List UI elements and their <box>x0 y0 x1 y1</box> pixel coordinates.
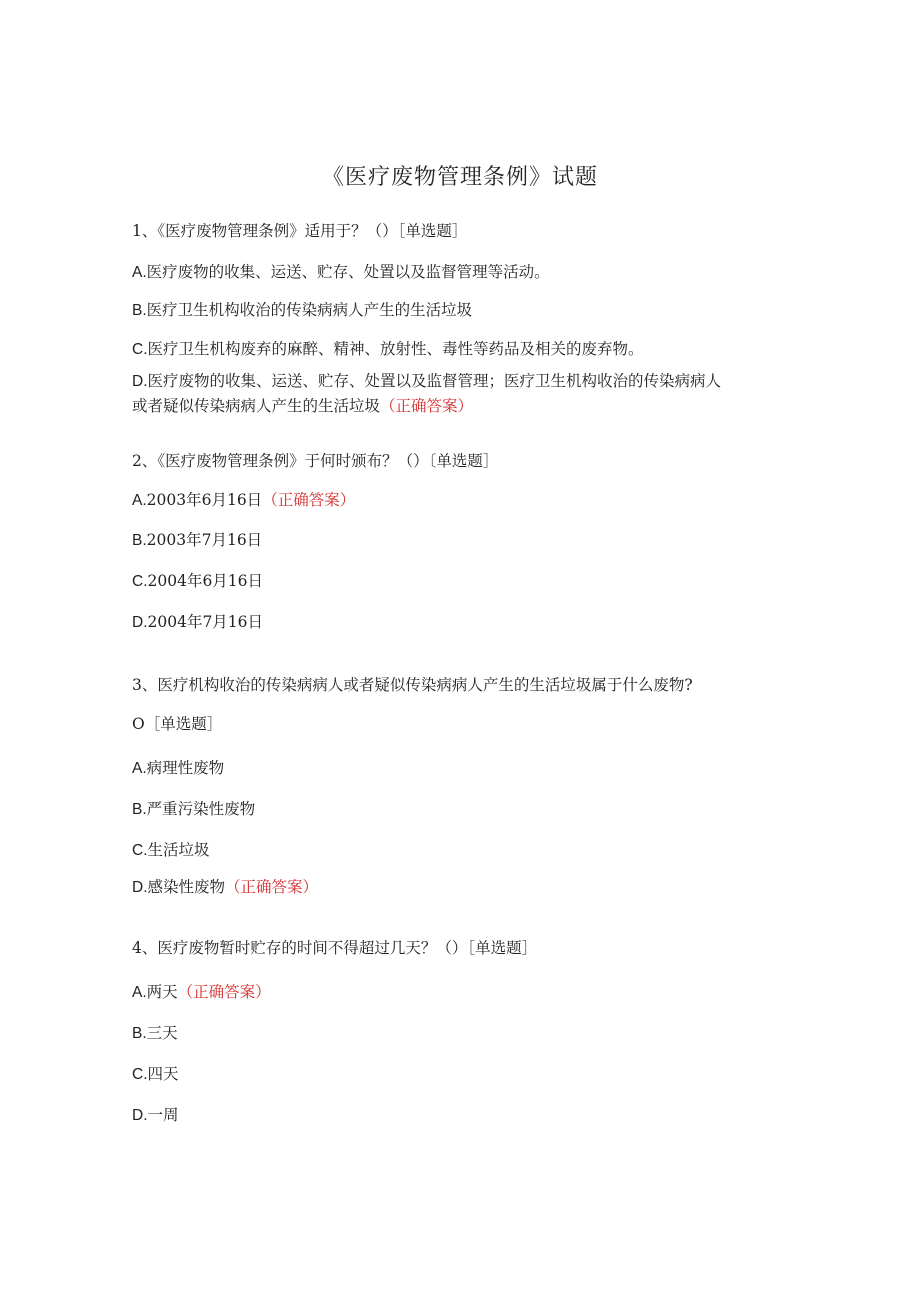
question-3-stem-continued: O［单选题］ <box>132 715 223 733</box>
option-text: 两天 <box>146 983 178 1001</box>
q2-option-d <box>132 610 263 632</box>
q1-option-d-continued <box>132 394 473 416</box>
correct-answer-mark: （正确答案） <box>262 491 356 509</box>
option-letter: A. <box>132 492 147 509</box>
option-text: 四天 <box>147 1065 179 1083</box>
q4-option-a <box>132 980 271 1002</box>
q1-option-d <box>132 369 721 391</box>
q4-option-c <box>132 1062 179 1084</box>
option-text: 一周 <box>147 1106 179 1124</box>
q2-option-a <box>132 488 355 510</box>
option-text: 医疗废物的收集、运送、贮存、处置以及监督管理；医疗卫生机构收治的传染病病人 <box>147 372 722 390</box>
q2-option-c <box>132 569 263 591</box>
option-text: 2003年6月16日 <box>146 491 263 509</box>
q1-option-b <box>132 298 472 320</box>
question-2-stem: 2、《医疗废物管理条例》于何时颁布？（）〔单选题］ <box>132 452 499 470</box>
option-letter: B. <box>132 532 147 549</box>
option-text: 医疗卫生机构废弃的麻醉、精神、放射性、毒性等药品及相关的废弃物。 <box>147 340 644 358</box>
option-text: 或者疑似传染病病人产生的生活垃圾 <box>132 397 381 415</box>
option-text: 严重污染性废物 <box>146 800 256 818</box>
correct-answer-mark: （正确答案） <box>177 983 271 1001</box>
page-title: 《医疗废物管理条例》试题 <box>321 165 598 190</box>
option-text: 2004年7月16日 <box>147 613 264 631</box>
q3-option-a <box>132 756 224 778</box>
option-letter: A. <box>132 264 147 281</box>
option-text: 病理性废物 <box>146 759 225 777</box>
option-letter: D. <box>132 879 148 896</box>
q1-option-c <box>132 337 644 359</box>
option-letter: B. <box>132 1025 147 1042</box>
option-text: 三天 <box>146 1024 178 1042</box>
option-text: 感染性废物 <box>147 878 226 896</box>
correct-answer-mark: （正确答案） <box>380 397 474 415</box>
option-letter: B. <box>132 801 147 818</box>
option-letter: D. <box>132 1107 148 1124</box>
q3-option-c <box>132 838 210 860</box>
option-text: 医疗卫生机构收治的传染病病人产生的生活垃圾 <box>146 301 473 319</box>
option-letter: C. <box>132 573 148 590</box>
option-letter: C. <box>132 341 148 358</box>
q2-option-b <box>132 528 262 550</box>
option-letter: A. <box>132 984 147 1001</box>
option-text: 医疗废物的收集、运送、贮存、处置以及监督管理等活动。 <box>146 263 550 281</box>
option-letter: C. <box>132 842 148 859</box>
option-letter: A. <box>132 760 147 777</box>
option-text: 2003年7月16日 <box>146 531 263 549</box>
option-letter: D. <box>132 373 148 390</box>
q3-option-d <box>132 875 318 897</box>
q1-option-a <box>132 260 550 282</box>
q4-option-b <box>132 1021 178 1043</box>
question-1-stem: 1、《医疗废物管理条例》适用于？（）［单选题］ <box>132 222 468 240</box>
q4-option-d <box>132 1103 179 1125</box>
option-letter: B. <box>132 302 147 319</box>
question-3-stem: 3、医疗机构收治的传染病病人或者疑似传染病病人产生的生活垃圾属于什么废物? <box>132 676 693 694</box>
q3-option-b <box>132 797 255 819</box>
question-4-stem: 4、医疗废物暂时贮存的时间不得超过几天？（）［单选题］ <box>132 939 538 957</box>
option-letter: D. <box>132 614 148 631</box>
option-text: 生活垃圾 <box>147 841 210 859</box>
correct-answer-mark: （正确答案） <box>225 878 319 896</box>
option-text: 2004年6月16日 <box>147 572 264 590</box>
option-letter: C. <box>132 1066 148 1083</box>
